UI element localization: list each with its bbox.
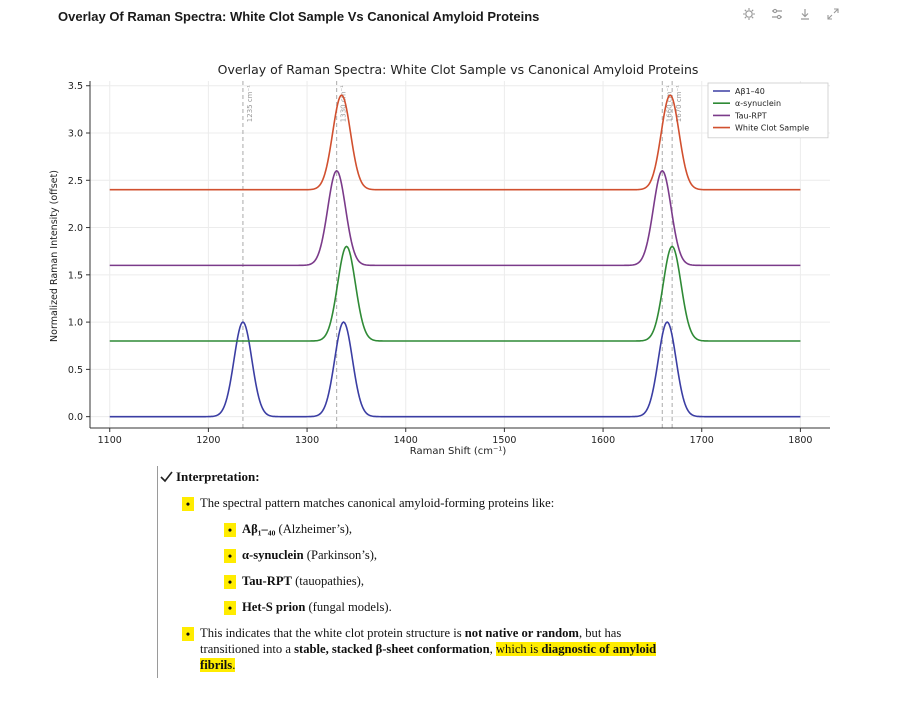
x-tick-label: 1100 bbox=[97, 435, 122, 446]
legend-label: Tau-RPT bbox=[735, 111, 767, 121]
interpretation-heading-text: Interpretation: bbox=[176, 469, 260, 484]
y-tick-label: 3.5 bbox=[67, 81, 83, 93]
settings-icon[interactable] bbox=[742, 7, 756, 21]
interp-p1-text: The spectral pattern matches canonical amyloid-forming proteins like: bbox=[200, 496, 555, 510]
x-tick-label: 1600 bbox=[590, 435, 616, 446]
item-1-rest: (Alzheimer’s), bbox=[275, 522, 353, 536]
reference-line-label: 1670 cm⁻¹ bbox=[675, 85, 684, 123]
item-4-rest: (fungal models). bbox=[305, 600, 392, 614]
x-axis-label: Raman Shift (cm⁻¹) bbox=[409, 446, 507, 457]
toolbar bbox=[742, 7, 840, 21]
p2-part-d: transitioned into a bbox=[200, 642, 295, 656]
interp-paragraph-2-line-2 bbox=[200, 642, 656, 657]
p2-part-j: . bbox=[232, 658, 236, 672]
x-tick-label: 1200 bbox=[196, 435, 221, 446]
page-header bbox=[0, 0, 900, 34]
bullet-marker: • bbox=[182, 497, 194, 511]
chart-title: Overlay of Raman Spectra: White Clot Sample vs Canonical Amyloid Proteins bbox=[217, 62, 699, 77]
y-tick-label: 2.5 bbox=[67, 175, 83, 187]
x-tick-label: 1800 bbox=[788, 435, 813, 446]
p2-part-a: This indicates that the white clot protein structure is bbox=[200, 626, 465, 640]
reference-line-label: 1235 cm⁻¹ bbox=[245, 85, 254, 123]
interp-paragraph-2-line-3 bbox=[200, 658, 235, 673]
y-tick-label: 0.0 bbox=[67, 412, 83, 424]
y-tick-label: 0.5 bbox=[67, 364, 83, 376]
p2-part-e: stable, stacked β-sheet conformation bbox=[294, 642, 490, 656]
item-1-bold: Aβ₁–₄₀ bbox=[242, 522, 276, 536]
bullet-marker: • bbox=[224, 523, 236, 537]
p2-part-b: not native or random bbox=[464, 626, 579, 640]
item-4-bold: Het-S prion bbox=[242, 600, 306, 614]
page-title: Overlay Of Raman Spectra: White Clot Sample Vs Canonical Amyloid Proteins bbox=[58, 9, 540, 24]
sliders-icon[interactable] bbox=[770, 7, 784, 21]
reference-line-label: 1660 cm⁻¹ bbox=[665, 85, 674, 123]
p2-part-f: , bbox=[489, 642, 496, 656]
bullet-marker: • bbox=[224, 549, 236, 563]
item-3-bold: Tau-RPT bbox=[242, 574, 292, 588]
p2-highlight-1 bbox=[496, 642, 656, 656]
legend-label: Aβ1–40 bbox=[735, 87, 765, 96]
raman-chart bbox=[40, 56, 850, 466]
x-tick-label: 1500 bbox=[492, 435, 517, 446]
p2-part-i: fibrils bbox=[200, 658, 233, 672]
interp-item-4 bbox=[224, 600, 392, 615]
checkmark-icon bbox=[160, 471, 173, 483]
interpretation-heading bbox=[160, 469, 260, 485]
expand-icon[interactable] bbox=[826, 7, 840, 21]
series-lines bbox=[110, 95, 801, 416]
legend bbox=[708, 83, 828, 138]
legend-label: White Clot Sample bbox=[735, 123, 810, 133]
raman-chart-svg bbox=[40, 56, 850, 466]
x-tick-label: 1300 bbox=[294, 435, 320, 446]
item-3-rest: (tauopathies), bbox=[291, 574, 364, 588]
item-2-rest: (Parkinson’s), bbox=[303, 548, 378, 562]
reference-line-label: 1330 cm⁻¹ bbox=[339, 85, 348, 123]
p2-part-h: diagnostic of amyloid bbox=[541, 642, 657, 656]
interpretation-panel bbox=[157, 466, 758, 678]
p2-part-g: which is bbox=[495, 642, 542, 656]
p2-part-c: , but has bbox=[578, 626, 622, 640]
bullet-marker: • bbox=[224, 575, 236, 589]
interp-paragraph-2-line-1 bbox=[182, 626, 621, 641]
interp-item-2 bbox=[224, 548, 377, 563]
x-tick-label: 1400 bbox=[393, 435, 418, 446]
y-tick-label: 1.5 bbox=[67, 270, 83, 282]
series-line-3 bbox=[110, 95, 801, 190]
item-2-bold: α-synuclein bbox=[242, 548, 304, 562]
bullet-marker: • bbox=[224, 601, 236, 615]
y-tick-label: 2.0 bbox=[67, 223, 83, 235]
y-axis-label: Normalized Raman Intensity (offset) bbox=[49, 170, 60, 342]
y-tick-label: 3.0 bbox=[67, 128, 83, 140]
interp-item-3 bbox=[224, 574, 364, 589]
bullet-marker: • bbox=[182, 627, 194, 641]
x-tick-label: 1700 bbox=[689, 435, 714, 446]
interp-item-1 bbox=[224, 522, 352, 537]
series-line-2 bbox=[110, 171, 801, 266]
legend-label: α-synuclein bbox=[735, 99, 782, 109]
download-icon[interactable] bbox=[798, 7, 812, 21]
series-line-1 bbox=[110, 246, 801, 341]
y-tick-label: 1.0 bbox=[67, 317, 83, 329]
interp-paragraph-1 bbox=[182, 496, 554, 511]
p2-highlight-2 bbox=[200, 658, 235, 672]
